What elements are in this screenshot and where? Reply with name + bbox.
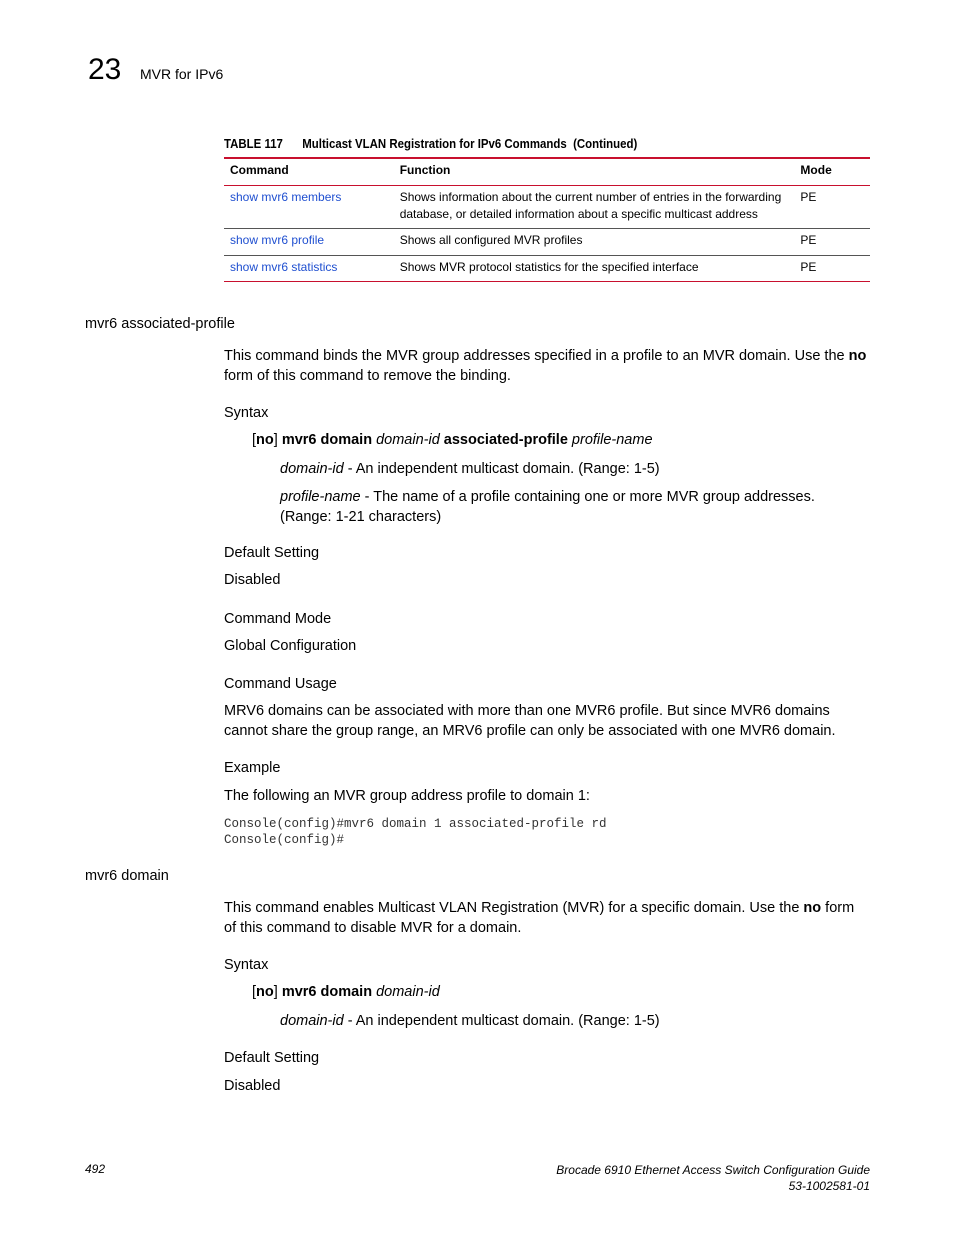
page-number: 492 xyxy=(85,1162,106,1176)
section2-syntax-heading: Syntax xyxy=(224,957,269,973)
section1-default-value: Disabled xyxy=(224,572,281,588)
command-link-show-mvr6-statistics[interactable]: show mvr6 statistics xyxy=(230,259,338,274)
table-row xyxy=(224,186,870,229)
section2-description: This command enables Multicast VLAN Registration (MVR) for a specific domain. Use the no form of this command to disable MVR for a domain. xyxy=(224,900,855,936)
function-cell: Shows MVR protocol statistics for the specified interface xyxy=(394,255,795,282)
section1-usage-text: MRV6 domains can be associated with more than one MVR6 profile. But since MVR6 domains cannot share the group range, an MRV6 profile can only be associated with one MVR6 domain. xyxy=(224,703,836,739)
mode-cell: PE xyxy=(794,229,870,256)
column-header-mode: Mode xyxy=(794,158,870,186)
table-row xyxy=(224,229,870,256)
footer-doc-info xyxy=(556,1162,870,1194)
section1-example-heading: Example xyxy=(224,760,281,776)
column-header-command: Command xyxy=(224,158,394,186)
commands-table xyxy=(224,157,870,282)
section-heading-associated-profile: mvr6 associated-profile xyxy=(85,316,235,332)
section-heading-mvr6-domain: mvr6 domain xyxy=(85,868,169,884)
footer-doc-title: Brocade 6910 Ethernet Access Switch Configuration Guide xyxy=(556,1163,870,1177)
footer-doc-number: 53-1002581-01 xyxy=(788,1179,870,1193)
section1-syntax-line: [no] mvr6 domain domain-id associated-profile profile-name xyxy=(252,432,653,448)
command-link-show-mvr6-profile[interactable]: show mvr6 profile xyxy=(230,233,325,247)
section2-default-heading: Default Setting xyxy=(224,1050,320,1066)
chapter-number: 23 xyxy=(88,53,122,86)
section1-syntax-heading: Syntax xyxy=(224,405,269,421)
column-header-function: Function xyxy=(394,158,795,186)
section1-default-heading: Default Setting xyxy=(224,545,320,561)
section1-mode-value: Global Configuration xyxy=(224,638,357,654)
mode-cell: PE xyxy=(794,255,870,282)
chapter-title: MVR for IPv6 xyxy=(140,66,224,82)
table-caption xyxy=(224,136,637,151)
table-header-row xyxy=(224,158,870,186)
table-row xyxy=(224,255,870,282)
table-label: TABLE 117 xyxy=(224,136,283,151)
mode-cell: PE xyxy=(794,186,870,229)
section1-example-intro: The following an MVR group address profile to domain 1: xyxy=(224,788,590,804)
command-link-show-mvr6-members[interactable]: show mvr6 members xyxy=(230,190,342,204)
section1-example-code: Console(config)#mvr6 domain 1 associated-profile rd Console(config)# xyxy=(224,817,607,847)
function-cell: Shows all configured MVR profiles xyxy=(394,229,795,256)
table-title: Multicast VLAN Registration for IPv6 Commands xyxy=(302,136,567,151)
table-continued: (Continued) xyxy=(573,136,638,151)
function-cell: Shows information about the current number of entries in the forwarding database, or detailed information about a specific multicast address xyxy=(394,186,795,229)
section1-usage-heading: Command Usage xyxy=(224,676,337,692)
section2-param-domain-id: domain-id - An independent multicast domain. (Range: 1-5) xyxy=(280,1013,660,1029)
section1-param-domain-id: domain-id - An independent multicast domain. (Range: 1-5) xyxy=(280,461,660,477)
section2-default-value: Disabled xyxy=(224,1078,281,1094)
section1-description: This command binds the MVR group addresses specified in a profile to an MVR domain. Use the no form of this command to remove the binding. xyxy=(224,348,867,384)
section2-syntax-line: [no] mvr6 domain domain-id xyxy=(252,984,440,1000)
section1-mode-heading: Command Mode xyxy=(224,611,332,627)
section1-param-profile-name: profile-name - The name of a profile containing one or more MVR group addresses. (Range: 1-21 characters) xyxy=(280,489,815,525)
